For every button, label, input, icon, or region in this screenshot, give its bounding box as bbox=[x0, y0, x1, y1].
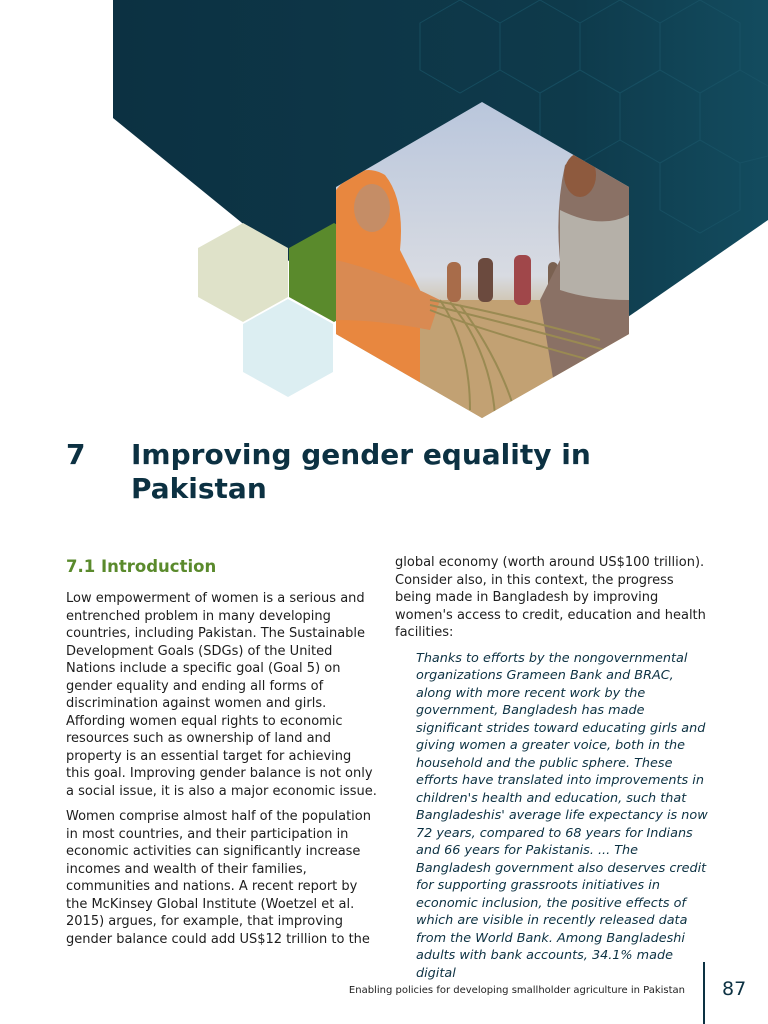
block-quote: Thanks to efforts by the nongovernmental organizations Grameen Bank and BRAC, along with more recent work by the government, Bangladesh has made significant strides toward educating girls and giving women a greater voice, both in the household and the public sphere. These efforts have translated into improvements in children's health and education, such that Bangladeshis' average life expectancy is now 72 years, compared to 68 years for Indians and 66 years for Pakistanis. ... The Bangladesh government also deserves credit for supporting grassroots initiatives in economic inclusion, the positive effects of which are visible in recently released data from the World Bank. Among Bangladeshi adults with bank accounts, 34.1% made digital bbox=[416, 650, 708, 981]
chapter-number: 7 bbox=[66, 438, 86, 471]
running-title: Enabling policies for developing smallholder agriculture in Pakistan bbox=[348, 985, 685, 996]
paragraph-2: Women comprise almost half of the population in most countries, and their participation in economic activities can significantly increase incomes and wealth of their families, communities and nations. A recent report by the McKinsey Global Institute (Woetzel et al. 2015) argues, for example, that improving gender balance could add US$12 trillion to the bbox=[66, 809, 371, 947]
page-number: 87 bbox=[722, 978, 747, 1000]
section-heading bbox=[66, 556, 378, 578]
left-column bbox=[66, 556, 378, 956]
section-title: Introduction bbox=[101, 557, 217, 576]
paragraph-3: global economy (worth around US$100 trillion). Consider also, in this context, the progress being made in Bangladesh by improving women's access to credit, education and health facilities: bbox=[395, 555, 706, 640]
paragraph-1: Low empowerment of women is a serious and entrenched problem in many developing countries, including Pakistan. The Sustainable Development Goals (SDGs) of the United Nations include a specific goal (Goal 5) on gender equality and ending all forms of discrimination against women and girls. Affording women equal rights to economic resources such as ownership of land and property is an essential target for achieving this goal. Improving gender balance is not only a social issue, it is also a major economic issue. bbox=[66, 591, 377, 799]
right-column bbox=[395, 554, 713, 982]
footer-divider bbox=[703, 962, 705, 1024]
chapter-title: Improving gender equality in Pakistan bbox=[131, 438, 591, 505]
chapter-hero-graphic bbox=[0, 0, 768, 430]
section-number: 7.1 bbox=[66, 557, 96, 576]
